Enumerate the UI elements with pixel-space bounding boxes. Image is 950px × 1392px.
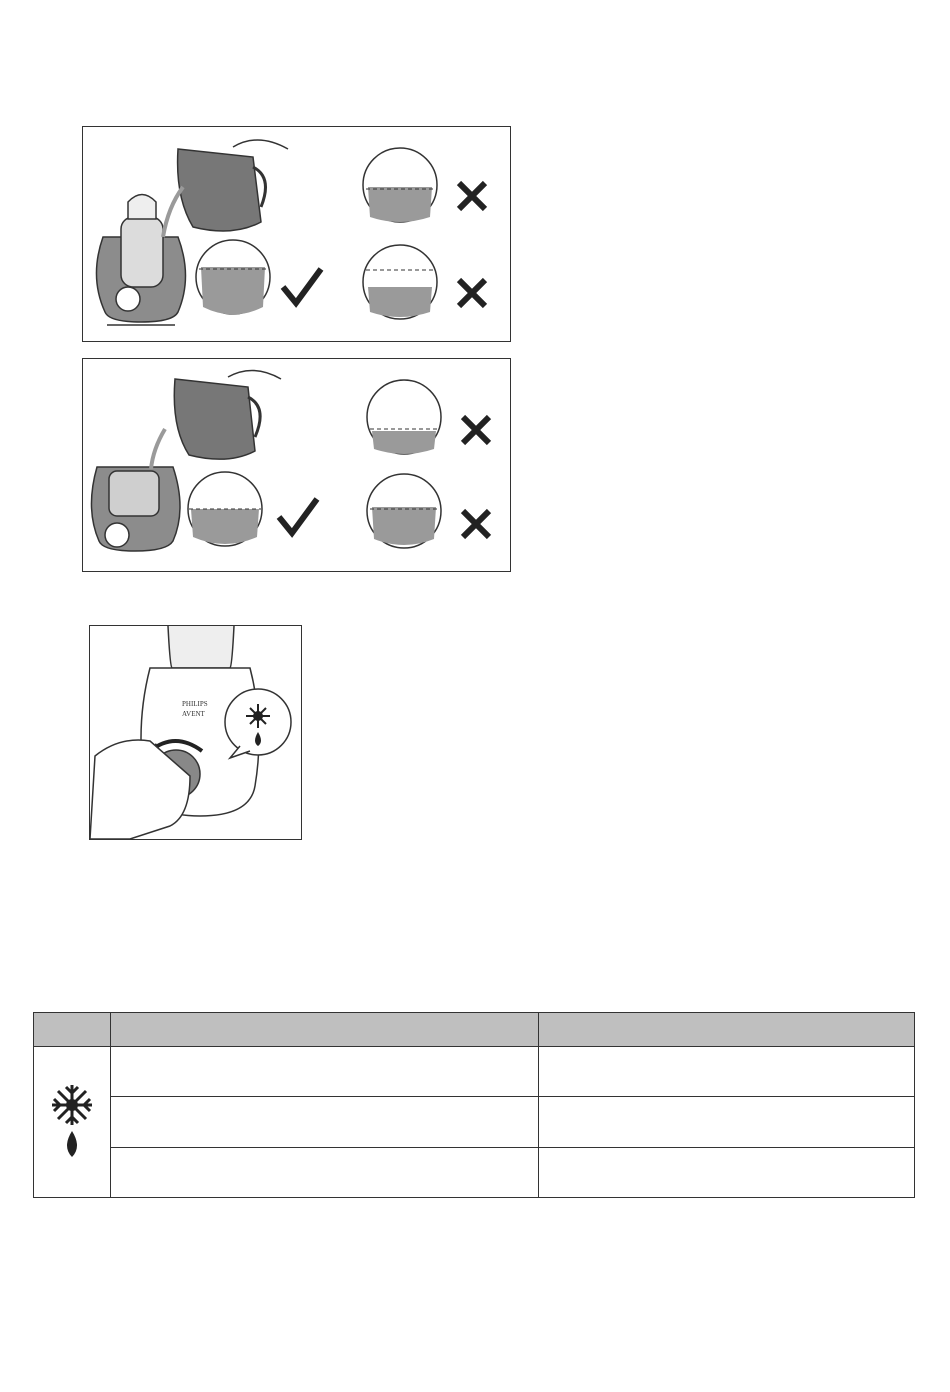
fill-bottle-illustration (83, 127, 510, 341)
table-header (34, 1013, 111, 1047)
table-header (111, 1013, 539, 1047)
table-row (34, 1047, 915, 1097)
check-icon (283, 269, 321, 303)
table-cell (111, 1047, 539, 1097)
cross-icon (463, 417, 489, 443)
cross-icon (459, 183, 485, 209)
brand-line2: AVENT (182, 710, 205, 718)
table-cell (539, 1147, 915, 1197)
check-icon (279, 499, 317, 533)
table-cell (539, 1097, 915, 1147)
select-defrost-panel (89, 625, 302, 840)
settings-table (33, 1012, 915, 1198)
table-cell (111, 1147, 539, 1197)
cross-icon (459, 280, 485, 306)
table-cell (111, 1097, 539, 1147)
jug-icon (151, 370, 281, 469)
select-defrost-illustration (90, 626, 301, 839)
fill-bottle-panel (82, 126, 511, 342)
brand-line1: PHILIPS (182, 700, 208, 708)
table-row (34, 1147, 915, 1197)
mode-icon-cell (34, 1047, 111, 1198)
cross-icon (463, 511, 489, 537)
table-row (34, 1097, 915, 1147)
table-header (539, 1013, 915, 1047)
fill-jar-illustration (83, 359, 510, 571)
table-header-row (34, 1013, 915, 1047)
table-cell (539, 1047, 915, 1097)
bottle-warmer-icon (91, 467, 180, 551)
jug-icon (163, 140, 288, 237)
bottle-warmer-icon (96, 195, 185, 326)
defrost-icon (44, 1081, 100, 1161)
fill-jar-panel (82, 358, 511, 572)
